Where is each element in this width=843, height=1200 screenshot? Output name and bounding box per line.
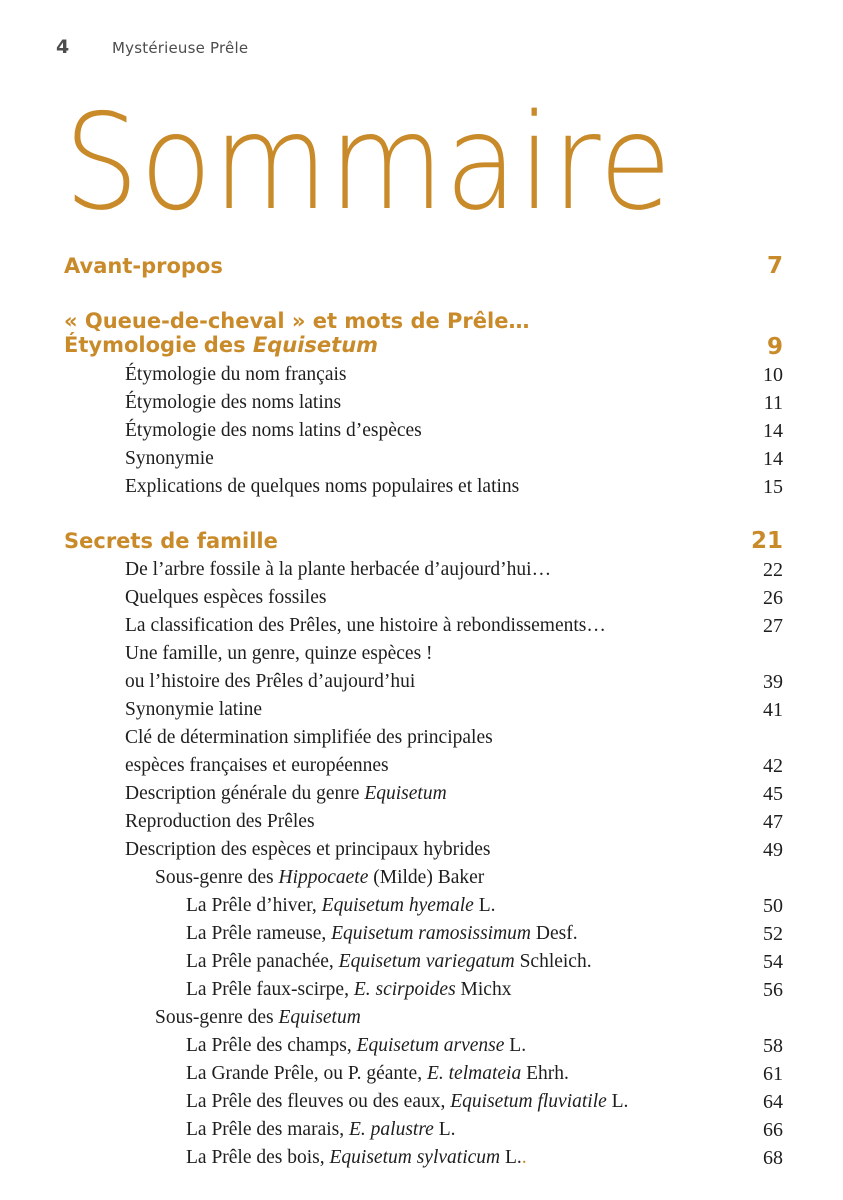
section-title-line1: « Queue-de-cheval » et mots de Prêle…	[64, 309, 530, 333]
toc-species-entry[interactable]: La Grande Prêle, ou P. géante, E. telmateia Ehrh. 61	[186, 1063, 783, 1085]
toc-entry[interactable]: Étymologie des noms latins 11	[125, 392, 783, 414]
toc-entry[interactable]: ou l’histoire des Prêles d’aujourd’hui 39	[125, 671, 783, 693]
toc-entry[interactable]: Reproduction des Prêles 47	[125, 811, 783, 833]
toc-entry[interactable]: Synonymie 14	[125, 448, 783, 470]
toc-subgenus[interactable]: Sous-genre des Equisetum	[155, 1007, 361, 1028]
toc-species-entry[interactable]: La Prêle des fleuves ou des eaux, Equisetum fluviatile L. 64	[186, 1091, 783, 1113]
section-title-line2: Étymologie des Equisetum	[64, 333, 379, 357]
toc-entry[interactable]: Description des espèces et principaux hybrides 49	[125, 839, 783, 861]
section-page: 9	[766, 334, 783, 360]
toc-species-entry[interactable]: La Prêle faux-scirpe, E. scirpoides Michx 56	[186, 979, 783, 1001]
running-title: Mystérieuse Prêle	[112, 39, 249, 57]
section-title: Avant-propos	[64, 254, 223, 278]
section-page: 7	[766, 253, 783, 279]
page-number: 4	[56, 36, 70, 58]
toc-species-entry[interactable]: La Prêle des champs, Equisetum arvense L. 58	[186, 1035, 783, 1057]
page-title: Sommaire	[64, 84, 673, 240]
toc-entry[interactable]: Étymologie du nom français 10	[125, 364, 783, 386]
toc-entry[interactable]: Une famille, un genre, quinze espèces !	[125, 643, 433, 664]
section-title: Secrets de famille	[64, 529, 278, 553]
toc-entry[interactable]: Synonymie latine 41	[125, 699, 783, 721]
toc-species-entry[interactable]: La Prêle d’hiver, Equisetum hyemale L. 50	[186, 895, 783, 917]
toc-species-entry[interactable]: La Prêle des bois, Equisetum sylvaticum L.. 68	[186, 1147, 783, 1169]
toc-entry[interactable]: espèces françaises et européennes 42	[125, 755, 783, 777]
toc-section-avant-propos[interactable]	[64, 254, 783, 278]
toc-species-entry[interactable]: La Prêle panachée, Equisetum variegatum Schleich. 54	[186, 951, 783, 973]
toc-entry[interactable]: Clé de détermination simplifiée des principales	[125, 727, 493, 748]
toc-section-secrets-de-famille[interactable]	[64, 529, 783, 553]
toc-entry[interactable]: De l’arbre fossile à la plante herbacée d’aujourd’hui… 22	[125, 559, 783, 581]
toc-section-etymologie[interactable]	[64, 309, 783, 360]
toc-entry[interactable]: Étymologie des noms latins d’espèces 14	[125, 420, 783, 442]
toc-species-entry[interactable]: La Prêle des marais, E. palustre L. 66	[186, 1119, 783, 1141]
toc-species-entry[interactable]: La Prêle rameuse, Equisetum ramosissimum Desf. 52	[186, 923, 783, 945]
accent-dot: .	[521, 1147, 527, 1168]
toc-entry[interactable]: Description générale du genre Equisetum 45	[125, 783, 783, 805]
toc-subgenus[interactable]: Sous-genre des Hippocaete (Milde) Baker	[155, 867, 485, 888]
section-page: 21	[750, 528, 783, 554]
toc-entry[interactable]: La classification des Prêles, une histoire à rebondissements… 27	[125, 615, 783, 637]
toc-entry[interactable]: Quelques espèces fossiles 26	[125, 587, 783, 609]
toc-entry[interactable]: Explications de quelques noms populaires et latins 15	[125, 476, 783, 498]
